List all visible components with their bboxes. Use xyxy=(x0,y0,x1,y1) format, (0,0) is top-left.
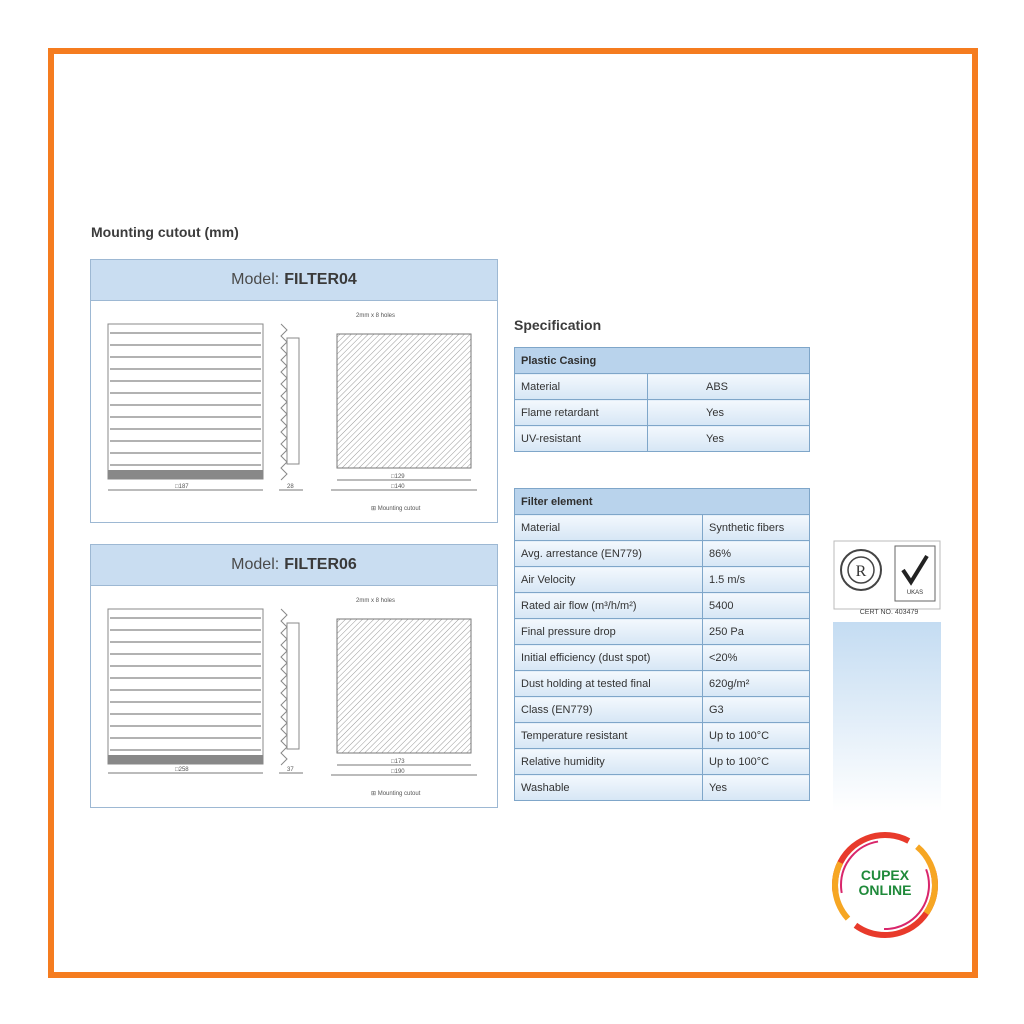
row-label: Avg. arrestance (EN779) xyxy=(515,541,703,567)
row-value: 1.5 m/s xyxy=(703,567,810,593)
row-label: Air Velocity xyxy=(515,567,703,593)
holes-note: 2mm x 8 holes xyxy=(356,313,396,319)
row-value: Yes xyxy=(648,400,810,426)
dim-front: □258 xyxy=(175,767,189,773)
dim-front: □187 xyxy=(175,484,189,490)
logo-text xyxy=(830,868,940,898)
table-row xyxy=(515,723,810,749)
row-value: 86% xyxy=(703,541,810,567)
model-header xyxy=(91,260,497,301)
row-value: Up to 100°C xyxy=(703,723,810,749)
row-value: 250 Pa xyxy=(703,619,810,645)
row-label: Material xyxy=(515,515,703,541)
table-row xyxy=(515,593,810,619)
row-label: Temperature resistant xyxy=(515,723,703,749)
cutout-label: ⊞ Mounting cutout xyxy=(371,506,421,512)
model-prefix: Model: xyxy=(231,556,280,573)
registered-mark: R xyxy=(855,563,867,580)
logo-line2: ONLINE xyxy=(858,882,912,898)
row-value: Yes xyxy=(648,426,810,452)
dim-cutout: □173 xyxy=(391,759,405,765)
model-card-filter04 xyxy=(90,259,498,523)
row-label: Dust holding at tested final xyxy=(515,671,703,697)
row-value: 5400 xyxy=(703,593,810,619)
model-name: FILTER06 xyxy=(284,556,357,573)
logo-line1: CUPEX xyxy=(860,867,910,883)
holes-note: 2mm x 8 holes xyxy=(356,598,396,604)
table-row xyxy=(515,400,810,426)
row-value: 620g/m² xyxy=(703,671,810,697)
dim-cutout: □129 xyxy=(391,474,405,480)
table-row xyxy=(515,749,810,775)
cert-number: CERT NO. 403479 xyxy=(859,609,919,616)
model-prefix: Model: xyxy=(231,271,280,288)
table-row xyxy=(515,619,810,645)
row-value: G3 xyxy=(703,697,810,723)
ukas-mark: UKAS xyxy=(906,590,924,596)
row-value: Yes xyxy=(703,775,810,801)
table-row xyxy=(515,374,810,400)
dim-outer: □190 xyxy=(391,769,405,775)
row-value: ABS xyxy=(648,374,810,400)
plastic-casing-table xyxy=(514,347,810,452)
row-label: Washable xyxy=(515,775,703,801)
row-label: Flame retardant xyxy=(515,400,648,426)
blue-panel xyxy=(833,622,941,812)
spec-title: Specification xyxy=(514,317,602,333)
filter04-drawing xyxy=(91,300,497,522)
row-value: Up to 100°C xyxy=(703,749,810,775)
filter06-drawing xyxy=(91,585,497,807)
table-header: Filter element xyxy=(515,489,810,515)
row-label: Rated air flow (m³/h/m²) xyxy=(515,593,703,619)
row-label: Relative humidity xyxy=(515,749,703,775)
table-row xyxy=(515,515,810,541)
model-card-filter06 xyxy=(90,544,498,808)
filter-element-table xyxy=(514,488,810,801)
table-row xyxy=(515,426,810,452)
model-header xyxy=(91,545,497,586)
row-label: Class (EN779) xyxy=(515,697,703,723)
table-row xyxy=(515,697,810,723)
table-row xyxy=(515,645,810,671)
row-value: <20% xyxy=(703,645,810,671)
row-label: UV-resistant xyxy=(515,426,648,452)
cutout-label: ⊞ Mounting cutout xyxy=(371,791,421,797)
table-row xyxy=(515,671,810,697)
row-label: Final pressure drop xyxy=(515,619,703,645)
table-row xyxy=(515,775,810,801)
table-row xyxy=(515,567,810,593)
dim-outer: □140 xyxy=(391,484,405,490)
model-name: FILTER04 xyxy=(284,271,357,288)
table-row xyxy=(515,541,810,567)
dim-depth: 37 xyxy=(287,767,294,773)
dim-depth: 28 xyxy=(287,484,294,490)
section-title: Mounting cutout (mm) xyxy=(91,224,239,240)
row-value: Synthetic fibers xyxy=(703,515,810,541)
table-header: Plastic Casing xyxy=(515,348,810,374)
row-label: Material xyxy=(515,374,648,400)
row-label: Initial efficiency (dust spot) xyxy=(515,645,703,671)
